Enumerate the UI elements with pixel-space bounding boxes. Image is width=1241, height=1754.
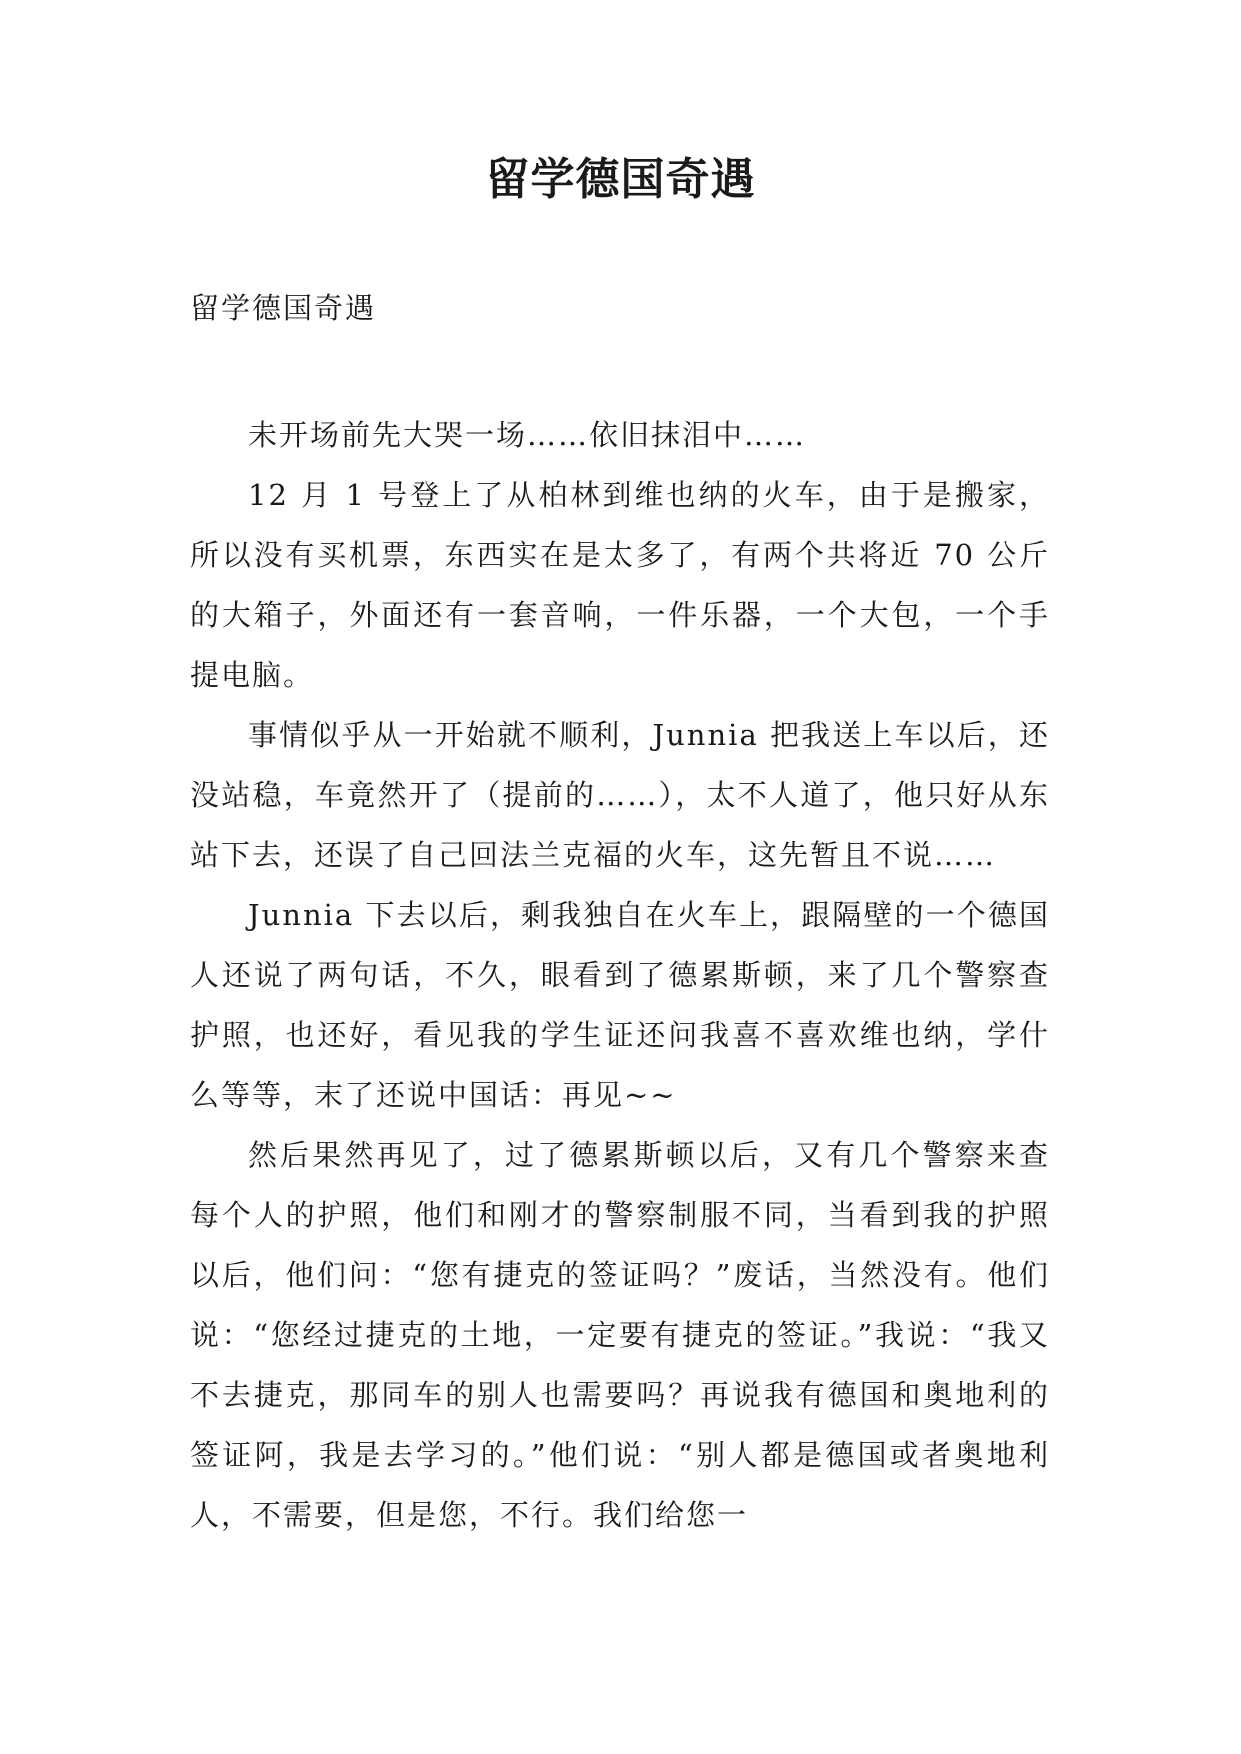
document-body [190,405,1050,1545]
paragraph: 未开场前先大哭一场……依旧抹泪中…… [248,418,807,452]
paragraph: 12 月 1 号登上了从柏林到维也纳的火车，由于是搬家，所以没有买机票，东西实在是太多了，有两个共将近 70 公斤的大箱子，外面还有一套音响，一件乐器，一个大包，一个手提电脑。 [190,478,1050,692]
document-subtitle: 留学德国奇遇 [190,291,377,325]
document-title: 留学德国奇遇 [485,154,756,205]
paragraph: 事情似乎从一开始就不顺利，Junnia 把我送上车以后，还没站稳，车竟然开了（提前的……），太不人道了，他只好从东站下去，还误了自己回法兰克福的火车，这先暂且不说…… [190,718,1050,872]
paragraph: Junnia 下去以后，剩我独自在火车上，跟隔壁的一个德国人还说了两句话，不久，眼看到了德累斯顿，来了几个警察查护照，也还好，看见我的学生证还问我喜不喜欢维也纳，学什么等等，末了还说中国话：再见~~ [190,898,1050,1112]
paragraph: 然后果然再见了，过了德累斯顿以后，又有几个警察来查每个人的护照，他们和刚才的警察制服不同，当看到我的护照以后，他们问：“您有捷克的签证吗？”废话，当然没有。他们说：“您经过捷克的土地，一定要有捷克的签证。”我说：“我又不去捷克，那同车的别人也需要吗？再说我有德国和奥地利的签证阿，我是去学习的。”他们说：“别人都是德国或者奥地利人，不需要，但是您，不行。我们给您一 [190,1138,1050,1532]
